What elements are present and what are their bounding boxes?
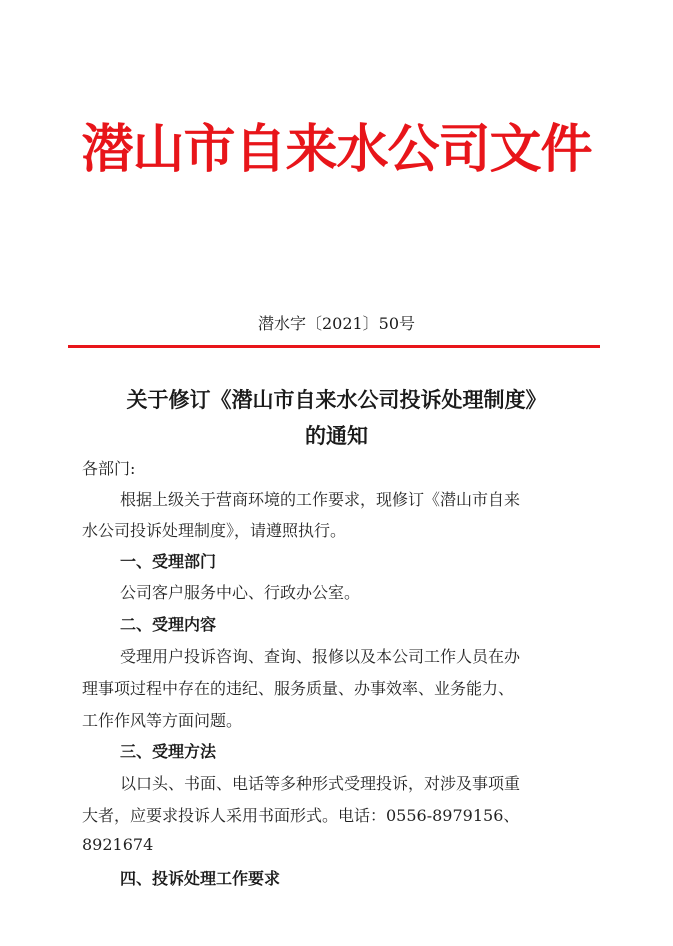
section-3-line-1: 以口头、书面、电话等多种形式受理投诉，对涉及事项重	[120, 774, 521, 793]
section-3-heading: 三、受理方法	[120, 742, 217, 761]
section-1-line-1: 公司客户服务中心、行政办公室。	[120, 583, 361, 602]
section-4-heading: 四、投诉处理工作要求	[120, 869, 281, 888]
section-2-line-2: 理事项过程中存在的违纪、服务质量、办事效率、业务能力、	[82, 679, 515, 698]
section-3-line-2: 大者，应要求投诉人采用书面形式。电话：0556-8979156、	[82, 806, 520, 825]
section-3-line-3: 8921674	[82, 835, 154, 854]
section-1-heading: 一、受理部门	[120, 552, 217, 571]
salutation: 各部门:	[82, 459, 136, 478]
section-2-heading: 二、受理内容	[120, 615, 217, 634]
document-body	[82, 0, 592, 946]
section-2-line-1: 受理用户投诉咨询、查询、报修以及本公司工作人员在办	[120, 647, 521, 666]
document-header-title: 潜山市自来水公司文件	[81, 120, 592, 180]
intro-line-2: 水公司投诉处理制度》，请遵照执行。	[82, 521, 347, 540]
section-2-line-3: 工作作风等方面问题。	[82, 711, 243, 730]
intro-line-1: 根据上级关于营商环境的工作要求，现修订《潜山市自来	[120, 490, 521, 509]
document-number: 潜水字〔2021〕50号	[257, 314, 416, 333]
notice-title-line-2: 的通知	[305, 424, 368, 448]
notice-title-line-1: 关于修订《潜山市自来水公司投诉处理制度》	[126, 388, 547, 412]
